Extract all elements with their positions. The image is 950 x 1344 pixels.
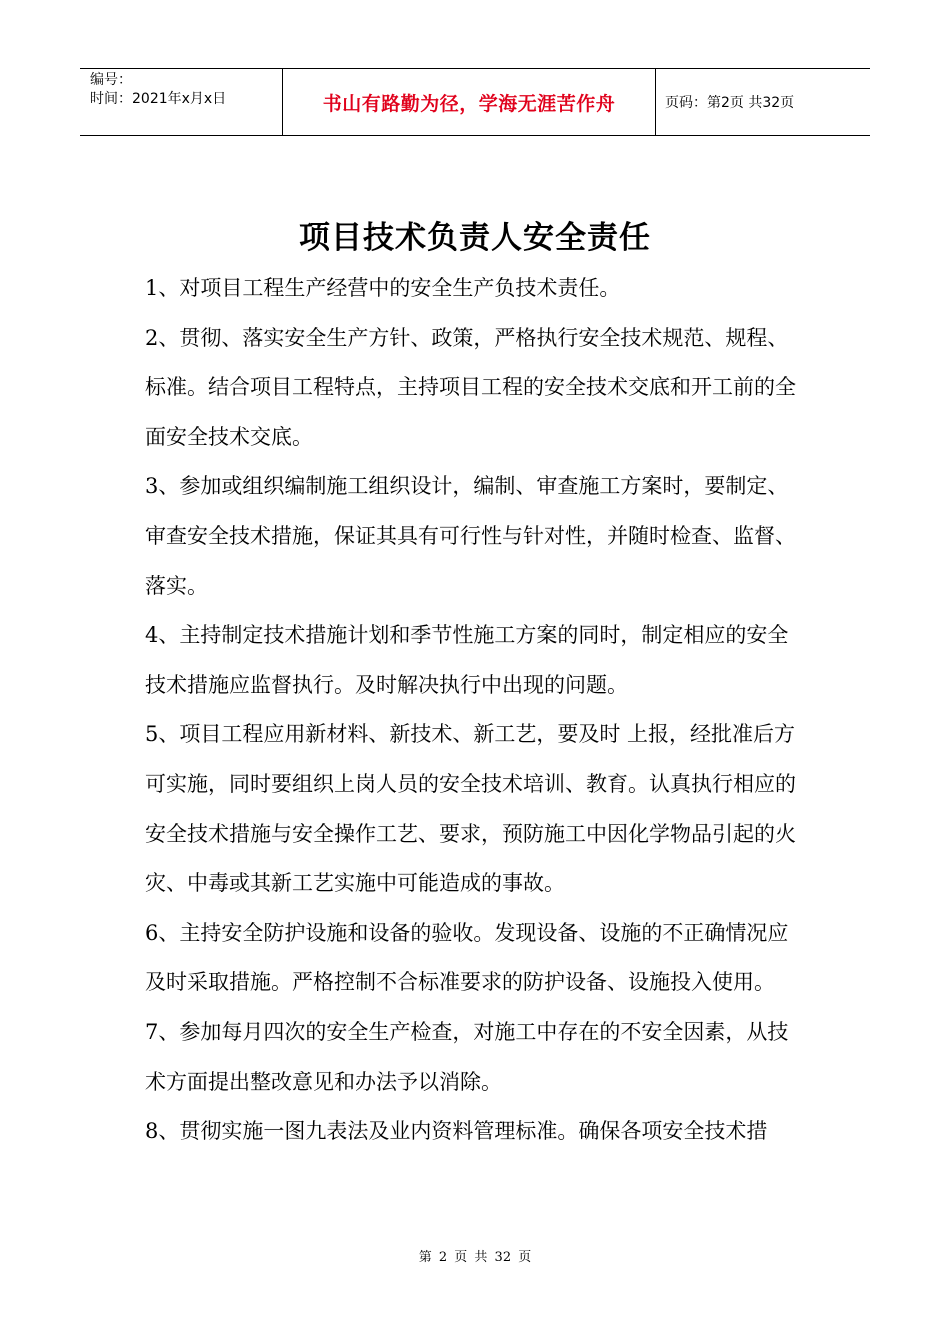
paragraph: 2、贯彻、落实安全生产方针、政策，严格执行安全技术规范、规程、标准。结合项目工程特点，主持项目工程的安全技术交底和开工前的全面安全技术交底。 (145, 325, 796, 449)
paragraph: 5、项目工程应用新材料、新技术、新工艺，要及时 上报，经批准后方可实施，同时要组织上岗人员的安全技术培训、教育。认真执行相应的安全技术措施与安全操作工艺、要求，预防施工中因化学物品引起的火灾、中毒或其新工艺实施中可能造成的事故。 (145, 722, 796, 896)
page-footer: 第 2 页 共 32 页 (418, 1250, 532, 1265)
paragraph: 3、参加或组织编制施工组织设计，编制、审查施工方案时，要制定、审查安全技术措施，保证其具有可行性与针对性，并随时检查、监督、落实。 (145, 474, 796, 598)
page-header (80, 68, 870, 136)
document-body (145, 264, 805, 1157)
header-page-info: 页码：第2页 共32页 (665, 95, 795, 111)
paragraph: 8、贯彻实施一图九表法及业内资料管理标准。确保各项安全技术措 (145, 1119, 768, 1144)
header-motto: 书山有路勤为径，学海无涯苦作舟 (282, 69, 656, 135)
document-title: 项目技术负责人安全责任 (299, 220, 651, 256)
paragraph: 7、参加每月四次的安全生产检查，对施工中存在的不安全因素，从技术方面提出整改意见和办法予以消除。 (145, 1019, 789, 1094)
number-label: 编号： (90, 72, 132, 88)
paragraph: 6、主持安全防护设施和设备的验收。发现设备、设施的不正确情况应及时采取措施。严格控制不合标准要求的防护设备、设施投入使用。 (145, 920, 789, 995)
paragraph: 4、主持制定技术措施计划和季节性施工方案的同时，制定相应的安全技术措施应监督执行。及时解决执行中出现的问题。 (145, 623, 789, 697)
date-label: 时间：2021年x月x日 (90, 91, 227, 107)
header-meta (80, 69, 282, 135)
paragraph: 1、对项目工程生产经营中的安全生产负技术责任。 (145, 276, 621, 300)
